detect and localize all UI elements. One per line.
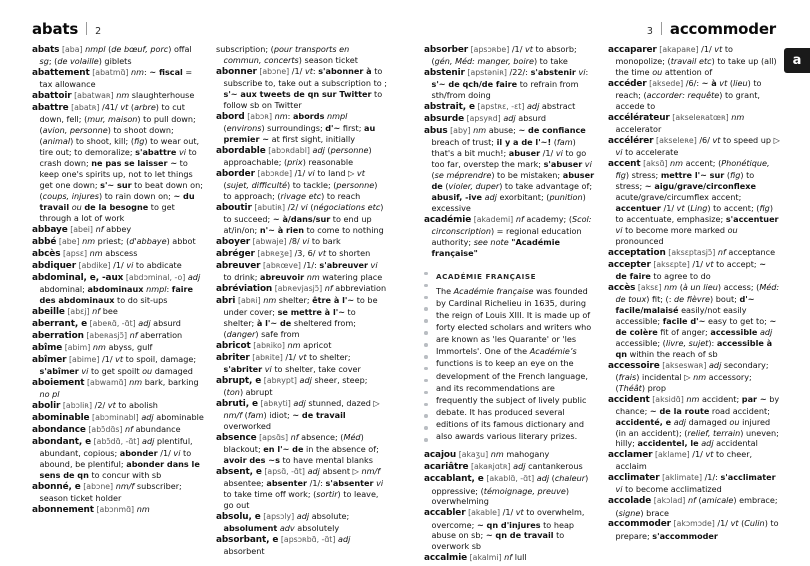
entry-headword: abolir [32, 401, 61, 412]
entry-pronunciation: [akademi] [473, 214, 514, 224]
running-head-left [32, 20, 101, 38]
entry-headword: aboutir [216, 202, 252, 213]
dictionary-entry [216, 111, 388, 145]
entry-pronunciation: [aksɛptasjɔ̃] [668, 247, 716, 257]
entry-definition: [akaʀjɑtʀ] adj cantankerous [470, 461, 583, 472]
entry-pronunciation: [abwamɑ̃] [87, 378, 127, 388]
dictionary-entry [608, 247, 780, 259]
entry-headword: aborder [216, 168, 255, 179]
entry-definition: [akademi] nf academy; (Scol: circonscription) = regional education authority; see note "Académie française" [431, 213, 592, 258]
dictionary-entry [32, 412, 204, 424]
entry-definition: [abutiʀ] /2/ vi (négociations etc) to succeed; ~ à/dans/sur to end up at/in/on; n'~ à rien to come to nothing [223, 201, 384, 235]
entry-pronunciation: [apsɔʀbɑ̃, -ɑ̃t] [280, 534, 336, 544]
entry-definition: [abʀevjasjɔ̃] nf abbreviation [274, 282, 387, 293]
entry-pronunciation: [akable] [468, 508, 501, 518]
entry-definition: [abʀeʒe] /3, 6/ vt to shorten [257, 247, 371, 258]
entry-definition: [akseswaʀ] adj secondary; (frais) incidental ▷ nm accessory; (Théât) prop [615, 359, 769, 393]
dictionary-entry [216, 295, 388, 340]
entry-headword: abruti, e [216, 398, 258, 409]
entry-definition: [apsɔly] adj absolute; absolument adv absolutely [223, 510, 350, 533]
dictionary-entry [424, 461, 596, 473]
dictionary-entry [32, 318, 204, 330]
note-bullet-dot [424, 307, 428, 311]
note-bullet-rail [424, 272, 430, 443]
entry-definition: [abʀyti] adj stunned, dazed ▷ nm/f (fam) idiot; ~ de travail overworked [223, 397, 380, 431]
dictionary-entry [32, 504, 204, 516]
dictionary-entry [216, 145, 388, 168]
entry-headword: absence [216, 432, 257, 443]
dictionary-entry [608, 518, 780, 541]
entry-pronunciation: [akalmi] [469, 553, 502, 563]
entry-pronunciation: [abdike] [78, 260, 111, 270]
entry-headword: abrupt, e [216, 375, 262, 386]
dictionary-entry [32, 377, 204, 400]
note-bullet-dot [424, 438, 428, 442]
entry-pronunciation: [abatmɑ̃] [92, 68, 129, 78]
entry-headword: abattement [32, 68, 90, 79]
dictionary-entry [424, 473, 596, 507]
dictionary-entry [424, 552, 596, 564]
column-3-entries [424, 44, 596, 564]
note-bullet-dot [424, 403, 428, 407]
entry-pronunciation: [apsɛ] [62, 248, 88, 258]
entry-headword: abonné, e [32, 482, 81, 493]
dictionary-entry [216, 534, 388, 557]
dictionary-entry [32, 90, 204, 102]
entry-definition: [abim] nm abyss, gulf [64, 342, 153, 353]
entry-definition: [abatwaʀ] nm slaughterhouse [74, 90, 195, 101]
entry-pronunciation: [akaʀjɑtʀ] [470, 462, 511, 472]
entry-pronunciation: [abʀœve] [263, 260, 301, 270]
dictionary-entry [32, 424, 204, 436]
entry-headword: abréviation [216, 283, 273, 294]
entry-definition: [apstʀɛ, -ɛt] adj abstract [477, 100, 576, 111]
entry-pronunciation: [abʀypt] [263, 375, 297, 385]
entry-headword: acceptation [608, 247, 666, 258]
entry-headword: abcès [32, 248, 61, 259]
note-bullet-dot [424, 296, 428, 300]
entry-headword: accéder [608, 78, 647, 89]
dictionary-entry [32, 236, 204, 248]
entry-headword: accabler [424, 508, 466, 519]
note-bullet-dot [424, 367, 428, 371]
entry-headword: acclimater [608, 473, 660, 484]
entry-pronunciation: [abʀiko] [253, 340, 285, 350]
entry-pronunciation: [aklame] [654, 450, 690, 460]
entry-pronunciation: [aksɑ̃] [643, 158, 668, 168]
dictionary-entry [216, 236, 388, 248]
entry-definition: [abwaje] /8/ vi to bark [252, 235, 341, 246]
dictionary-entry [216, 168, 388, 202]
entry-definition: [apsɔʀbɑ̃, -ɑ̃t] adj absorbent [223, 533, 351, 556]
entry-definition: [abeʀɑ̃, -ɑ̃t] adj absurd [89, 317, 181, 328]
entry-definition: [aksɑ̃] nm accent; (Phonétique, fig) stress; mettre l'~ sur (fig) to stress; ~ aigu/grave/circonflexe acute/grave/circumflex accent; accentuer /1/ vt (Ling) to accent; (fig) to accentuate, emphasize; s'accentuer vi to become more marked ou pronounced [615, 157, 779, 246]
entry-definition: [aksɛptasjɔ̃] nf acceptance [668, 246, 776, 257]
entry-definition: [abɔʀdabl] adj (personne) approachable; (prix) reasonable [223, 144, 372, 167]
entry-pronunciation: [akaʒu] [458, 450, 489, 460]
dictionary-entry [216, 202, 388, 236]
note-bullet-dot [424, 379, 428, 383]
entry-pronunciation: [abʀite] [252, 352, 283, 362]
entry-pronunciation: [apstʀɛ, -ɛt] [477, 101, 525, 111]
entry-pronunciation: [abutiʀ] [254, 202, 285, 212]
entry-pronunciation: [akseswaʀ] [662, 360, 707, 370]
entry-headword: abdominal, e, -aux [32, 272, 124, 283]
entry-definition: [apsɔʀbe] /1/ vt to absorb; (gén, Méd: manger, boire) to take [431, 44, 577, 67]
running-head-left-word: abats [32, 20, 79, 38]
entry-pronunciation: [akseleʀe] [656, 135, 697, 145]
entry-headword: abreuver [216, 260, 261, 271]
dictionary-entry [32, 102, 204, 224]
entry-headword: abdiquer [32, 260, 77, 271]
entry-headword: accélérer [608, 135, 654, 146]
entry-pronunciation: [akseleʀatœʀ] [672, 112, 729, 122]
entry-columns [32, 44, 780, 564]
entry-definition: [abʀite] /1/ vt to shelter; s'abriter vi to shelter, take cover [223, 351, 361, 374]
entry-pronunciation: [abwaje] [252, 236, 287, 246]
entry-definition: [apstəniʀ] /22/: s'abstenir vi: s'~ de qch/de faire to refrain from sth/from doing [431, 67, 589, 101]
entry-pronunciation: [akapaʀe] [659, 45, 699, 54]
dictionary-entry [608, 394, 780, 450]
entry-headword: abstenir [424, 68, 465, 79]
dictionary-entry [424, 214, 596, 259]
entry-definition: [aklame] /1/ vt to cheer, acclaim [615, 449, 753, 472]
entry-headword: abattoir [32, 91, 72, 102]
entry-pronunciation: [abɔne] [259, 66, 290, 76]
entry-pronunciation: [abei] [70, 224, 93, 234]
entry-definition: [aklimate] /1/: s'acclimater vi to become acclimatized [615, 472, 776, 495]
entry-pronunciation: [abatʀ] [71, 103, 100, 113]
entry-headword: absent, e [216, 466, 262, 477]
dictionary-entry [32, 354, 204, 377]
dictionary-entry [32, 481, 204, 504]
entry-headword: accès [608, 282, 636, 293]
entry-definition: [abeʀasjɔ̃] nf aberration [86, 330, 183, 341]
entry-definition: [abɔne] /1/ vt: s'abonner à to subscribe to, take out a subscription to ; s'~ aux tweets de qn sur Twitter to follow sb on Twitter [223, 65, 387, 110]
entry-headword: abondance [32, 425, 86, 436]
thumb-index-tab-a[interactable] [784, 48, 810, 73]
entry-headword: abus [424, 126, 448, 137]
culture-note-body: The Académie française was founded by Cardinal Richelieu in 1635, during the reign of Louis XIII. It is made up of forty elected scholars and writers who are known as 'les Quarante' or 'les Immortels'. One of the Académie’s functions is to keep an eye on the development of the French language, and its recommendations are frequently the subject of lively public debate. It has produced several editions of its famous dictionary and also awards various literary prizes. [436, 285, 592, 442]
dictionary-entry [216, 398, 388, 432]
dictionary-entry [608, 449, 780, 472]
note-bullet-dot [424, 391, 428, 395]
entry-headword: abîmer [32, 355, 67, 366]
dictionary-entry [608, 360, 780, 394]
dictionary-entry [608, 282, 780, 360]
entry-pronunciation: [aksɛ] [637, 282, 662, 292]
entry-headword: abonnement [32, 505, 94, 516]
column-3 [424, 44, 596, 564]
entry-headword: abri [216, 295, 236, 306]
entry-headword: abominable [32, 413, 90, 424]
note-bullet-dot [424, 343, 428, 347]
note-bullet-dot [424, 331, 428, 335]
entry-headword: aberrant, e [32, 318, 88, 329]
dictionary-entry [32, 330, 204, 342]
entry-pronunciation: [abʀyti] [260, 398, 291, 408]
entry-headword: accélérateur [608, 112, 670, 123]
entry-pronunciation: [apsɑ̃, -ɑ̃t] [264, 466, 305, 476]
dictionary-entry [608, 495, 780, 518]
running-head-right-word: accommoder [669, 20, 776, 38]
entry-definition: [akable] /1/ vt to overwhelm, overcome; ~ qn d'injures to heap abuse on sb; ~ qn de travail to overwork sb [431, 507, 585, 552]
culture-note-title: ACADÉMIE FRANÇAISE [436, 271, 537, 281]
dictionary-entry [216, 248, 388, 260]
dictionary-entry [216, 511, 388, 534]
entry-definition: [abɔ̃dɑ̃, -ɑ̃t] adj plentiful, abundant, copious; abonder /1/ vi to abound, be plentiful; abonder dans le sens de qn to concur with sb [39, 436, 200, 481]
dictionary-entry [216, 352, 388, 375]
entry-headword: accaparer [608, 45, 657, 55]
entry-pronunciation: [abɛj] [67, 306, 90, 316]
running-head-right-divider [661, 22, 662, 35]
entry-definition: [abʀypt] adj sheer, steep; (ton) abrupt [223, 374, 368, 398]
entry-definition: [abdɔminal, -o] adj abdominal; abdominaux nmpl: faire des abdominaux to do sit-ups [39, 271, 201, 305]
dictionary-entry [216, 375, 388, 398]
note-bullet-dot [424, 414, 428, 418]
entry-headword: abonner [216, 66, 257, 77]
entry-pronunciation: [akablɑ̃, -ɑ̃t] [486, 474, 535, 484]
entry-definition: [abʀœve] /1/: s'abreuver vi to drink; abreuvoir nm watering place [223, 259, 383, 282]
entry-headword: accessoire [608, 360, 660, 371]
entry-pronunciation: [abeʀɑ̃, -ɑ̃t] [89, 318, 136, 328]
entry-definition: [abɔminabl] adj abominable [92, 412, 204, 423]
entry-headword: abbaye [32, 224, 68, 235]
entry-definition: [abɔnmɑ̃] nm [96, 504, 150, 515]
entry-definition: [akablɑ̃, -ɑ̃t] adj (chaleur) oppressive; (témoignage, preuve) overwhelming [431, 473, 589, 507]
entry-headword: abondant, e [32, 437, 92, 448]
entry-definition: [abatmɑ̃] nm: ~ fiscal = tax allowance [39, 67, 193, 90]
entry-definition: [abwamɑ̃] nm bark, barking no pl [39, 377, 199, 400]
entry-headword: accent [608, 158, 641, 169]
entry-definition: [akɔmɔde] /1/ vt (Culin) to prepare; s'accommoder [615, 518, 779, 541]
entry-pronunciation: [apstəniʀ] [467, 68, 507, 78]
dictionary-entry [424, 67, 596, 101]
running-head-right [647, 20, 776, 38]
entry-pronunciation: [apsyʀd] [466, 114, 501, 124]
dictionary-entry [608, 112, 780, 135]
column-1-entries [32, 44, 204, 516]
dictionary-entry [608, 472, 780, 495]
entry-headword: accablant, e [424, 474, 484, 485]
entry-headword: abîme [32, 343, 63, 354]
dictionary-entry [424, 113, 596, 125]
entry-definition: [aksɛpte] /1/ vt to accept; ~ de faire to agree to do [615, 258, 767, 281]
entry-pronunciation: [abɔ̃dɑ̃, -ɑ̃t] [93, 437, 140, 447]
dictionary-entry [608, 135, 780, 158]
dictionary-entry [424, 449, 596, 461]
entry-headword: aboyer [216, 236, 251, 247]
entry-definition: [abdike] /1/ vi to abdicate [78, 259, 182, 270]
entry-definition: [abei] nf abbey [70, 223, 132, 234]
entry-headword: absolu, e [216, 511, 261, 522]
dictionary-entry [216, 432, 388, 466]
entry-definition: [akaʒu] nm mahogany [458, 449, 550, 460]
entry-headword: acclamer [608, 450, 653, 461]
entry-headword: abeille [32, 306, 65, 317]
note-bullet-dot [424, 355, 428, 359]
dictionary-entry [216, 44, 388, 66]
entry-headword: abats [32, 45, 60, 55]
entry-headword: accommoder [608, 519, 671, 530]
entry-definition: [apsɑ̃, -ɑ̃t] adj absent ▷ nm/f absentee; absenter /1/: s'absenter vi to take time off work; (sortir) to leave, go out [223, 465, 384, 510]
entry-pronunciation: [apsɔʀbe] [470, 45, 510, 54]
dictionary-entry [216, 466, 388, 511]
entry-pronunciation: [abɔ̃dɑ̃s] [88, 425, 123, 435]
entry-headword: abbé [32, 236, 57, 247]
entry-definition: [aksede] /6/: ~ à vt (lieu) to reach; (accorder: requête) to grant, accede to [615, 77, 762, 111]
entry-headword: aberration [32, 331, 84, 342]
entry-pronunciation: [aby] [450, 126, 471, 136]
entry-headword: abriter [216, 352, 250, 363]
entry-pronunciation: [abɔminabl] [92, 413, 139, 423]
entry-definition: [abʀi] nm shelter; être à l'~ to be under cover; se mettre à l'~ to shelter; à l'~ de sheltered from; (danger) safe from [223, 294, 378, 339]
entry-pronunciation: [abatwaʀ] [74, 91, 114, 101]
entry-pronunciation: [abdɔminal, -o] [125, 272, 186, 282]
entry-pronunciation: [apsɑ̃s] [259, 432, 289, 442]
entry-headword: accolade [608, 496, 652, 507]
entry-headword: abord [216, 111, 245, 122]
note-bullet-dot [424, 426, 428, 430]
entry-definition: [abɔʀ] nm: abords nmpl (environs) surroundings; d'~ first; au premier ~ at first sight, initially [223, 110, 376, 144]
dictionary-entry [424, 44, 596, 67]
entry-definition: [akseleʀe] /6/ vt to speed up ▷ vi to accelerate [615, 134, 780, 158]
dictionary-entry [32, 400, 204, 412]
dictionary-entry [216, 283, 388, 295]
thumb-index-tab-letter: a [792, 52, 802, 68]
entry-definition: [apsɛ] nm abscess [62, 247, 138, 258]
dictionary-entry [424, 101, 596, 113]
entry-definition: [abɛj] nf bee [67, 305, 118, 316]
entry-pronunciation: [aksede] [649, 78, 684, 88]
entry-definition: [abʀiko] nm apricot [253, 339, 332, 350]
entry-headword: acajou [424, 450, 457, 461]
entry-pronunciation: [abʀi] [237, 295, 261, 305]
entry-definition: [akapaʀe] /1/ vt to monopolize; (travail etc) to take up (all) the time ou attention of [615, 44, 777, 78]
entry-pronunciation: [abʀevjasjɔ̃] [274, 283, 323, 293]
entry-definition: [abe] nm priest; (d'abbaye) abbot [58, 235, 196, 246]
entry-definition: [abɔne] nm/f subscriber; season ticket holder [39, 481, 182, 504]
dictionary-entry [32, 342, 204, 354]
entry-pronunciation: [aksidɑ̃] [652, 394, 684, 404]
entry-headword: abréger [216, 248, 255, 259]
note-bullet-dot [424, 284, 428, 288]
dictionary-entry [32, 272, 204, 306]
entry-headword: abstrait, e [424, 101, 475, 112]
entry-pronunciation: [aklimate] [662, 473, 702, 483]
entry-headword: abricot [216, 340, 251, 351]
dictionary-entry [32, 44, 204, 67]
entry-pronunciation: [aksɛpte] [653, 259, 690, 269]
dictionary-entry [424, 125, 596, 214]
culture-note [424, 266, 596, 443]
entry-definition: [apsɑ̃s] nf absence; (Méd) blackout; en l'~ de in the absence of; avoir des ~s to have mental blanks [223, 431, 379, 465]
dictionary-entry [32, 260, 204, 272]
entry-headword: absurde [424, 114, 464, 125]
dictionary-entry [32, 248, 204, 260]
entry-pronunciation: [abɔʀ] [247, 111, 273, 121]
note-bullet-dot [424, 272, 428, 276]
entry-pronunciation: [abɔne] [83, 482, 114, 492]
entry-definition: [akalmi] nf lull [469, 552, 527, 563]
entry-definition: [abime] /1/ vt to spoil, damage; s'abîmer vi to get spoilt ou damaged [39, 354, 197, 377]
entry-definition: [aksɛ] nm (à un lieu) access; (Méd: de toux) fit; (: de fièvre) bout; d'~ facile/malaisé easily/not easily accessible; facile d'~ easy to get to; ~ de colère fit of anger; accessible adj accessible; (livre, sujet): accessible à qn within the reach of sb [615, 281, 780, 359]
entry-headword: absorber [424, 45, 469, 55]
entry-pronunciation: [abɔliʀ] [62, 401, 93, 411]
entry-pronunciation: [abeʀasjɔ̃] [86, 331, 127, 341]
entry-headword: abattre [32, 103, 69, 114]
entry-headword: abordable [216, 145, 266, 156]
dictionary-entry [32, 306, 204, 318]
note-bullet-dot [424, 319, 428, 323]
entry-definition: [abɔliʀ] /2/ vt to abolish [62, 400, 158, 411]
entry-definition: [abatʀ] /41/ vt (arbre) to cut down, fell; (mur, maison) to pull down; (avion, personne) to shoot down; (animal) to shoot, kill; (fig) to wear out, tire out; to demoralize; s'abattre vi to crash down; ne pas se laisser ~ to keep one's spirits up, not to let things get one down; s'~ sur to beat down on; (coups, injures) to rain down on; ~ du travail ou de la besogne to get through a lot of work [39, 102, 203, 223]
dictionary-entry [608, 78, 780, 112]
entry-definition: subscription; (pour transports en commun, concerts) season ticket [216, 44, 358, 65]
dictionary-entry [216, 340, 388, 352]
entry-definition: [aksidɑ̃] nm accident; par ~ by chance; ~ de la route road accident; accidenté, e adj damaged ou injured (in an accident); (relief, terrain) uneven; hilly; accidentel, le adj accidental [615, 393, 780, 449]
page-number-left: 2 [95, 26, 102, 37]
entry-definition: [apsyʀd] adj absurd [466, 113, 547, 124]
entry-pronunciation: [abim] [64, 343, 91, 353]
entry-headword: académie [424, 214, 472, 225]
entry-pronunciation: [aba] [61, 45, 83, 54]
dictionary-entry [608, 44, 780, 78]
page-number-right: 3 [646, 26, 653, 37]
column-2-entries [216, 44, 388, 557]
entry-definition: [akɔlad] nf (amicale) embrace; (signe) brace [615, 495, 778, 518]
entry-pronunciation: [abɔnmɑ̃] [96, 505, 135, 515]
dictionary-entry [424, 507, 596, 552]
entry-definition: [aby] nm abuse; ~ de confiance breach of trust; il y a de l'~! (fam) that's a bit much!; abuser /1/ vi to go too far, overstep the mark; s'abuser vi (se méprendre) to be mistaken; abuser de (violer, duper) to take advantage of; abusif, -ive adj exorbitant; (punition) excessive [431, 125, 595, 213]
dictionary-entry [608, 158, 780, 247]
entry-pronunciation: [akɔmɔde] [673, 519, 715, 529]
entry-headword: accepter [608, 259, 651, 270]
entry-pronunciation: [abime] [69, 355, 100, 365]
entry-definition: [abɔ̃dɑ̃s] nf abundance [88, 424, 181, 435]
dictionary-entry [32, 224, 204, 236]
entry-headword: aboiement [32, 378, 85, 389]
entry-definition: [aba] nmpl (de bœuf, porc) offal sg; (de volaille) giblets [39, 44, 192, 67]
entry-headword: acariâtre [424, 462, 469, 473]
entry-pronunciation: [abʀeʒe] [257, 248, 292, 258]
dictionary-entry [32, 436, 204, 481]
entry-pronunciation: [apsɔly] [263, 511, 295, 521]
column-1 [32, 44, 204, 556]
dictionary-entry [608, 259, 780, 282]
entry-headword: accident [608, 394, 650, 405]
entry-definition: [akseleʀatœʀ] nm accelerator [615, 111, 745, 134]
entry-pronunciation: [abɔʀdabl] [268, 145, 310, 155]
column-4-entries [608, 44, 780, 541]
entry-headword: absorbant, e [216, 534, 279, 545]
running-head-left-divider [86, 22, 87, 35]
entry-definition: [abɔʀde] /1/ vi to land ▷ vt (sujet, difficulté) to tackle; (personne) to approach; (rivage etc) to reach [223, 167, 378, 201]
entry-pronunciation: [abɔʀde] [257, 168, 292, 178]
entry-pronunciation: [abe] [58, 236, 80, 246]
entry-headword: accalmie [424, 553, 468, 564]
dictionary-entry [216, 66, 388, 111]
entry-pronunciation: [akɔlad] [653, 496, 686, 506]
dictionary-entry [32, 67, 204, 90]
dictionary-entry [216, 260, 388, 283]
column-2 [216, 44, 388, 556]
column-4 [608, 44, 780, 556]
